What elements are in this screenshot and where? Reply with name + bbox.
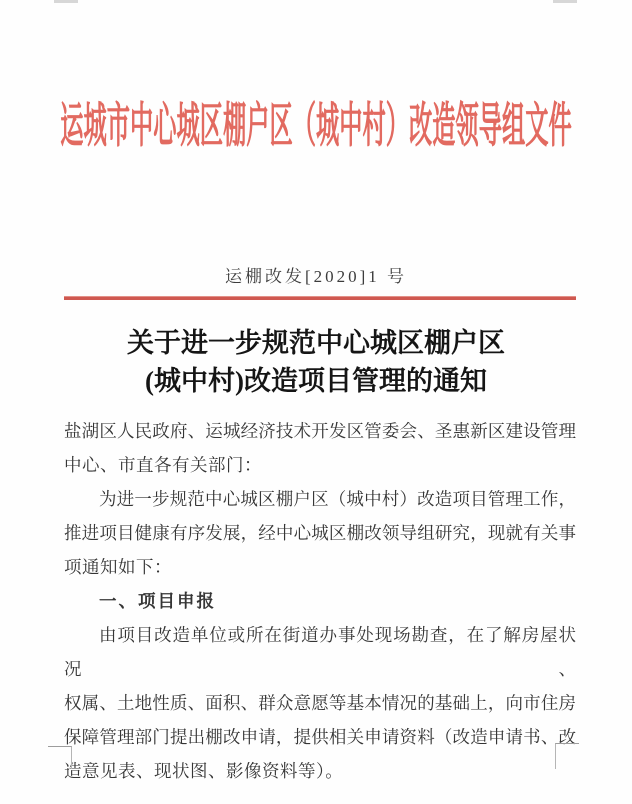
document-body <box>64 414 576 788</box>
intro-line: 推进项目健康有序发展，经中心城区棚改领导组研究，现就有关事 <box>64 523 576 543</box>
recipients-line: 中心、市直各有关部门： <box>64 455 262 475</box>
section-1-heading: 一、项目申报 <box>99 591 216 611</box>
intro-line: 项通知如下： <box>64 557 172 577</box>
scan-artifact-top-right <box>553 0 577 3</box>
section-1-line: 权属、土地性质、面积、群众意愿等基本情况的基础上，向市住房 <box>64 693 576 713</box>
section-1-line: 由项目改造单位或所在街道办事处现场勘查，在了解房屋状况、 <box>64 625 576 679</box>
recipients-line: 盐湖区人民政府、运城经济技术开发区管委会、圣惠新区建设管理 <box>64 421 576 441</box>
section-1-line: 保障管理部门提出棚改申请，提供相关申请资料（改造申请书、改 <box>64 727 576 747</box>
scan-artifact-top-left <box>54 0 78 3</box>
letterhead-text: 运城市中心城区棚户区（城中村）改造领导组文件 <box>60 101 572 153</box>
notice-title-line-1: 关于进一步规范中心城区棚户区 <box>127 328 505 358</box>
letterhead <box>0 101 632 153</box>
document-number: 运棚改发[2020]1 号 <box>224 267 408 286</box>
text-boundary-mark-bottom-right <box>555 743 579 769</box>
red-separator-line <box>64 296 576 300</box>
section-1-line: 造意见表、现状图、影像资料等）。 <box>64 761 344 781</box>
notice-title <box>0 324 632 400</box>
intro-line: 为进一步规范中心城区棚户区（城中村）改造项目管理工作， <box>99 489 576 509</box>
notice-title-line-2: (城中村)改造项目管理的通知 <box>145 366 487 396</box>
text-boundary-mark-bottom-left <box>48 746 72 769</box>
